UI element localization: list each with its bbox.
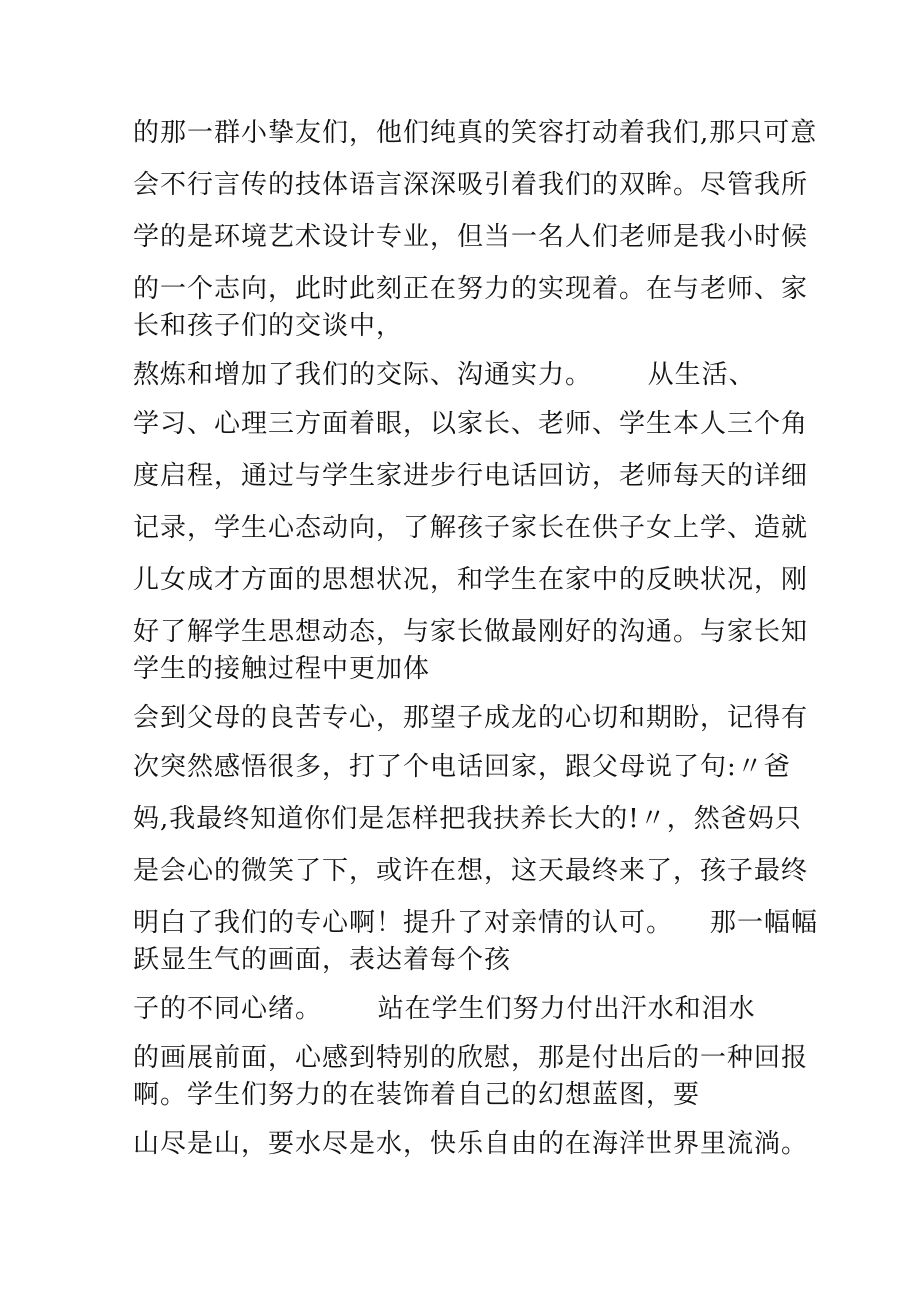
text-line: 熬炼和增加了我们的交际、沟通实力。 从生活、 [133,360,756,390]
text-line: 是会心的微笑了下，或许在想，这天最终来了，孩子最终 [133,856,809,886]
text-line: 会到父母的良苦专心，那望子成龙的心切和期盼，记得有 [133,703,809,733]
text-line: 学的是环境艺术设计专业，但当一名人们老师是我小时候 [133,222,809,252]
text-line: 明白了我们的专心啊！提升了对亲情的认可。 那一幅幅 [133,908,819,938]
text-line: 学生的接触过程中更加体 [133,654,431,684]
text-line: 的那一群小挚友们，他们纯真的笑容打动着我们,那只可意 [133,118,818,148]
text-line: 好了解学生思想动态，与家长做最刚好的沟通。与家长知 [133,617,809,647]
text-line: 跃显生气的画面，表达着每个孩 [133,945,512,975]
text-line: 次突然感悟很多，打了个电话回家，跟父母说了句:〃爸 [133,752,791,782]
text-line: 长和孩子们的交谈中， [133,311,404,341]
text-line: 的一个志向，此时此刻正在努力的实现着。在与老师、家 [133,274,809,304]
text-line: 记录，学生心态动向，了解孩子家长在供子女上学、造就 [133,513,809,543]
text-line: 子的不同心绪。 站在学生们努力付出汗水和泪水 [133,994,756,1024]
text-line: 啊。学生们努力的在装饰着自己的幻想蓝图，要 [133,1080,701,1110]
text-line: 的画展前面，心感到特别的欣慰，那是付出后的一种回报 [133,1043,809,1073]
text-line: 学习、心理三方面着眼，以家长、老师、学生本人三个角 [133,409,809,439]
text-line: 度启程，通过与学生家进步行电话回访，老师每天的详细 [133,461,809,491]
text-line: 会不行言传的技体语言深深吸引着我们的双眸。尽管我所 [133,170,809,200]
text-line: 儿女成才方面的思想状况，和学生在家中的反映状况，刚 [133,565,809,595]
text-line: 妈,我最终知道你们是怎样把我扶养长大的!〃，然爸妈只 [133,804,802,834]
text-line: 山尽是山，要水尽是水，快乐自由的在海洋世界里流淌。 [133,1129,809,1159]
